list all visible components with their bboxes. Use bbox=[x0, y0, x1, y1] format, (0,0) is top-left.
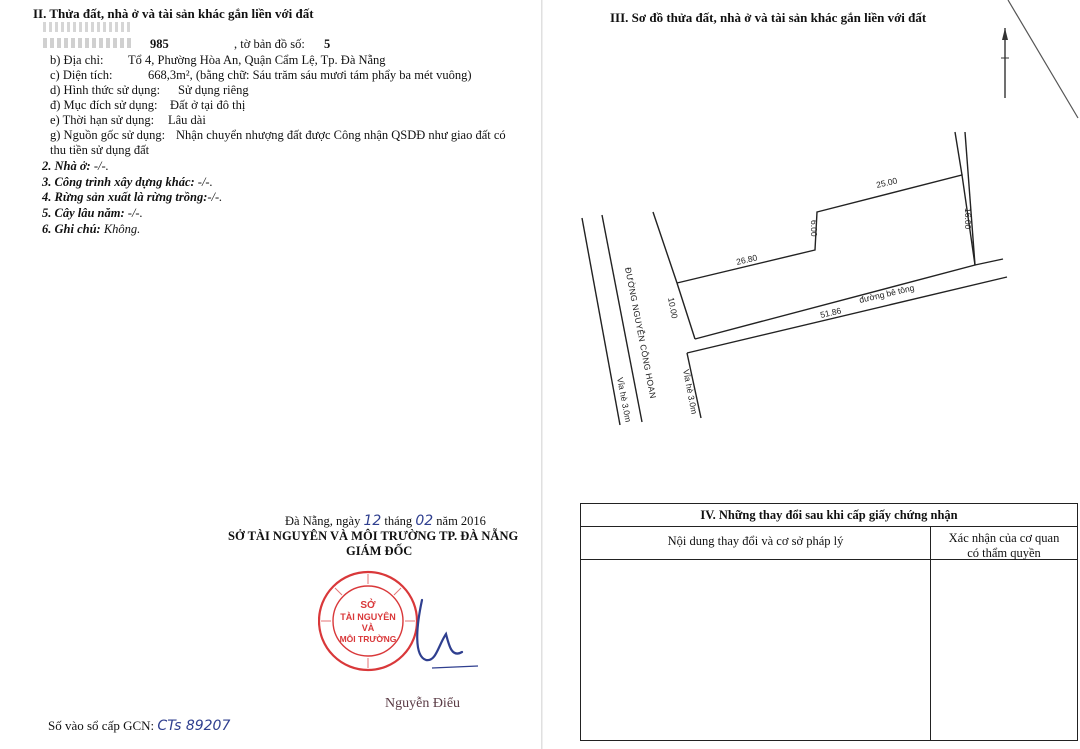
stamp-text: SỞ bbox=[360, 600, 376, 611]
map-sheet-number: 5 bbox=[324, 37, 331, 51]
planted-forest-value: -/-. bbox=[207, 190, 223, 204]
boundary-extension-line bbox=[975, 259, 1003, 265]
dimension-label: 26.80 bbox=[735, 252, 759, 267]
perennial-trees-label: 5. Cây lâu năm: bbox=[42, 206, 125, 220]
concrete-road-edge bbox=[687, 277, 1007, 353]
parcel-number: 985 bbox=[150, 37, 169, 51]
address-value: Tổ 4, Phường Hòa An, Quận Cẩm Lệ, Tp. Đà Nẵng bbox=[128, 53, 386, 67]
origin-value: Nhận chuyển nhượng đất được Công nhận QSDĐ như giao đất có bbox=[176, 128, 506, 142]
other-construction-label: 3. Công trình xây dựng khác: bbox=[42, 175, 195, 189]
date-month: 02 bbox=[415, 513, 434, 529]
register-label: Số vào sổ cấp GCN: bbox=[48, 718, 155, 733]
dimension-label: 10.00 bbox=[666, 296, 680, 320]
usage-form-value: Sử dụng riêng bbox=[178, 83, 249, 97]
signature-underline bbox=[432, 666, 478, 668]
address-label: b) Địa chỉ: bbox=[50, 53, 104, 67]
dimension-label: 25.00 bbox=[875, 175, 899, 190]
section-4-title: IV. Những thay đổi sau khi cấp giấy chứng nhận bbox=[581, 504, 1077, 527]
date-year: năm 2016 bbox=[436, 514, 486, 528]
concrete-road-label: đường bê tông bbox=[858, 282, 916, 305]
street-edge-line bbox=[653, 212, 677, 283]
column-header-line: Xác nhận của cơ quan bbox=[948, 531, 1060, 545]
origin-value-continued: thu tiền sử dụng đất bbox=[50, 143, 150, 157]
purpose-value: Đất ở tại đô thị bbox=[170, 98, 246, 112]
section-3-title: III. Sơ đồ thửa đất, nhà ở và tài sản khác gắn liền với đất bbox=[610, 10, 927, 25]
dimension-label: 51.86 bbox=[819, 305, 843, 320]
stamp-text: TÀI NGUYÊN bbox=[340, 612, 396, 622]
note-label: 6. Ghi chú: bbox=[42, 222, 101, 236]
column-header-line: có thẩm quyền bbox=[967, 546, 1041, 560]
house-label: 2. Nhà ở: bbox=[42, 159, 91, 173]
issuing-agency: SỞ TÀI NGUYÊN VÀ MÔI TRƯỜNG TP. ĐÀ NẴNG bbox=[228, 529, 519, 543]
stamp-text: MÔI TRƯỜNG bbox=[339, 634, 397, 644]
signature-scribble bbox=[417, 600, 462, 660]
redacted-text bbox=[43, 38, 133, 48]
official-stamp bbox=[318, 568, 488, 688]
parcel-boundary bbox=[677, 283, 695, 339]
column-header-changes: Nội dung thay đổi và cơ sở pháp lý bbox=[667, 534, 844, 548]
page-fold bbox=[541, 0, 543, 749]
date-day: 12 bbox=[363, 513, 382, 529]
other-construction-value: -/-. bbox=[197, 175, 213, 189]
term-value: Lâu dài bbox=[168, 113, 206, 127]
date-month-label: tháng bbox=[384, 514, 413, 528]
term-label: e) Thời hạn sử dụng: bbox=[50, 113, 155, 127]
stamp-text: VÀ bbox=[361, 623, 375, 633]
sidewalk-label: Vỉa hè 3.0m bbox=[615, 376, 634, 423]
register-number: CTs 89207 bbox=[157, 718, 231, 734]
dimension-label: 16.00 bbox=[963, 208, 973, 230]
map-sheet-label: , tờ bản đồ số: bbox=[234, 37, 305, 51]
changes-table bbox=[580, 503, 1078, 741]
signer-name: Nguyễn Điểu bbox=[385, 696, 461, 711]
purpose-label: đ) Mục đích sử dụng: bbox=[50, 98, 158, 112]
column-header-confirmation bbox=[931, 531, 1077, 561]
redacted-text bbox=[43, 22, 133, 32]
note-value: Không. bbox=[103, 222, 141, 236]
boundary-extension-line bbox=[955, 132, 962, 175]
section-2-title: II. Thửa đất, nhà ở và tài sản khác gắn liền với đất bbox=[33, 6, 314, 21]
street-edge-line bbox=[582, 218, 620, 425]
sidewalk-label: Vỉa hè 3.0m bbox=[681, 368, 700, 415]
house-value: -/-. bbox=[93, 159, 109, 173]
boundary-extension-line bbox=[965, 132, 975, 265]
signer-title: GIÁM ĐỐC bbox=[346, 544, 413, 558]
origin-label: g) Nguồn gốc sử dụng: bbox=[50, 128, 166, 142]
perennial-trees-value: -/-. bbox=[127, 206, 143, 220]
dimension-label: 6.00 bbox=[809, 220, 819, 237]
north-arrow-area bbox=[990, 0, 1080, 130]
date-prefix: Đà Nẵng, ngày bbox=[285, 514, 361, 528]
planted-forest-label: 4. Rừng sản xuất là rừng trồng: bbox=[42, 190, 208, 204]
parcel-diagram bbox=[575, 120, 1080, 440]
usage-form-label: d) Hình thức sử dụng: bbox=[50, 83, 161, 97]
area-value: 668,3m², (bằng chữ: Sáu trăm sáu mươi tám phẩy ba mét vuông) bbox=[148, 68, 472, 82]
area-label: c) Diện tích: bbox=[50, 68, 113, 82]
street-name-label: ĐƯỜNG NGUYỄN CÔNG HOAN bbox=[623, 266, 659, 400]
